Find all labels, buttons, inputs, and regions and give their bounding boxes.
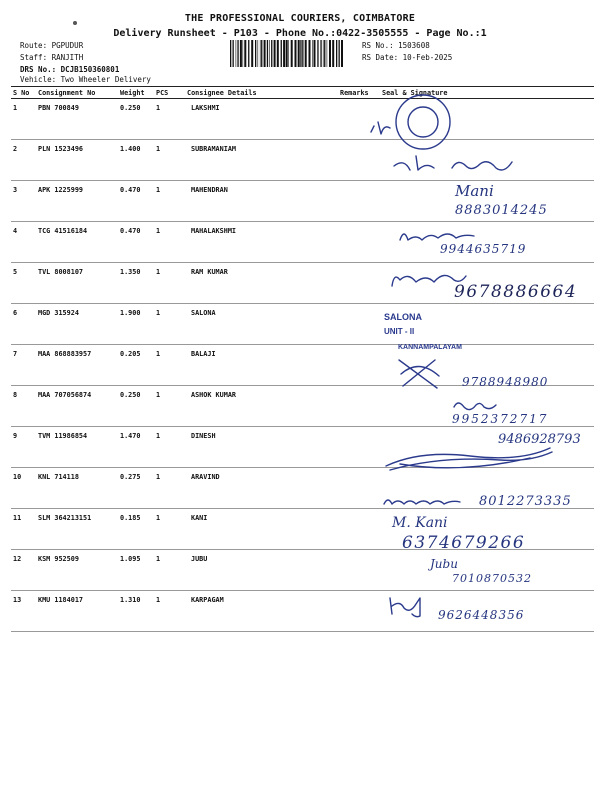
handwritten-name-row-12: Jubu xyxy=(430,557,458,571)
signature-row-2 xyxy=(392,148,527,180)
handwritten-name-row-11: M. Kani xyxy=(392,515,448,531)
cell-weight: 1.400 xyxy=(118,140,154,181)
cell-consignee: MAHALAKSHMI xyxy=(185,222,338,263)
cell-remarks xyxy=(338,263,380,304)
cell-cno: TVL 8008107 xyxy=(36,263,118,304)
cell-sno: 10 xyxy=(11,468,36,509)
cell-consignee: MAHENDRAN xyxy=(185,181,338,222)
stamp-unit-row-6: UNIT - II xyxy=(384,327,415,336)
cell-remarks xyxy=(338,140,380,181)
cell-pcs: 1 xyxy=(154,509,185,550)
signature-row-13 xyxy=(386,594,446,618)
runsheet-subtitle: Delivery Runsheet - P103 - Phone No.:0422-3505555 - Page No.:1 xyxy=(113,28,487,39)
vehicle-line: Vehicle: Two Wheeler Delivery xyxy=(20,75,151,84)
cell-remarks xyxy=(338,591,380,632)
cell-consignee: BALAJI xyxy=(185,345,338,386)
cell-weight: 1.350 xyxy=(118,263,154,304)
cell-sno: 5 xyxy=(11,263,36,304)
cell-pcs: 1 xyxy=(154,263,185,304)
cell-remarks xyxy=(338,550,380,591)
cell-pcs: 1 xyxy=(154,386,185,427)
cell-pcs: 1 xyxy=(154,345,185,386)
speck xyxy=(73,21,77,25)
cell-consignee: KARPAGAM xyxy=(185,591,338,632)
barcode xyxy=(230,40,345,67)
col-signature: Seal & Signature xyxy=(380,87,594,99)
cell-cno: APK 1225999 xyxy=(36,181,118,222)
cell-weight: 0.250 xyxy=(118,99,154,140)
cell-remarks xyxy=(338,509,380,550)
handwritten-phone-row-9: 9486928793 xyxy=(498,432,581,447)
cell-consignee: JUBU xyxy=(185,550,338,591)
col-consignment: Consignment No xyxy=(36,87,118,99)
handwritten-phone-row-11: 6374679266 xyxy=(402,533,526,553)
cell-consignee: KANI xyxy=(185,509,338,550)
handwritten-phone-row-8: 9952372717 xyxy=(452,412,549,426)
drs-label: DRS No.: xyxy=(20,65,61,74)
cell-sno: 11 xyxy=(11,509,36,550)
cell-weight: 0.470 xyxy=(118,222,154,263)
cell-cno: MAA 707056874 xyxy=(36,386,118,427)
handwritten-phone-row-4: 9944635719 xyxy=(440,242,527,256)
col-consignee: Consignee Details xyxy=(185,87,338,99)
cell-cno: SLM 364213151 xyxy=(36,509,118,550)
rs-date-value: 10-Feb-2025 xyxy=(402,53,453,62)
drs-value: DCJB150360801 xyxy=(60,65,120,74)
cell-sno: 6 xyxy=(11,304,36,345)
route-line xyxy=(20,41,83,50)
col-weight: Weight xyxy=(118,87,154,99)
col-pcs: PCS xyxy=(154,87,185,99)
cell-pcs: 1 xyxy=(154,99,185,140)
cell-remarks xyxy=(338,304,380,345)
cell-weight: 0.185 xyxy=(118,509,154,550)
cell-cno: MGD 315924 xyxy=(36,304,118,345)
handwritten-phone-row-10: 8012273335 xyxy=(479,494,572,509)
company-title: THE PROFESSIONAL COURIERS, COIMBATORE xyxy=(184,13,416,24)
cell-pcs: 1 xyxy=(154,140,185,181)
cell-cno: TVM 11986854 xyxy=(36,427,118,468)
cell-consignee: SUBRAMANIAM xyxy=(185,140,338,181)
cell-sig xyxy=(380,304,594,345)
signature-row-10 xyxy=(382,494,462,508)
cell-sno: 8 xyxy=(11,386,36,427)
cell-weight: 1.310 xyxy=(118,591,154,632)
cell-cno: KSM 952509 xyxy=(36,550,118,591)
cell-cno: KNL 714118 xyxy=(36,468,118,509)
cell-sno: 13 xyxy=(11,591,36,632)
cell-pcs: 1 xyxy=(154,591,185,632)
cell-pcs: 1 xyxy=(154,304,185,345)
cell-consignee: RAM KUMAR xyxy=(185,263,338,304)
cell-sno: 7 xyxy=(11,345,36,386)
cell-pcs: 1 xyxy=(154,427,185,468)
cell-cno: KMU 1184017 xyxy=(36,591,118,632)
cell-sno: 9 xyxy=(11,427,36,468)
cell-consignee: ASHOK KUMAR xyxy=(185,386,338,427)
cell-sno: 1 xyxy=(11,99,36,140)
cell-cno: PBN 700849 xyxy=(36,99,118,140)
signature-row-1 xyxy=(368,118,408,138)
cell-cno: MAA 868883957 xyxy=(36,345,118,386)
handwritten-phone-row-13: 9626448356 xyxy=(438,608,525,622)
rs-date-line xyxy=(362,53,452,62)
col-sno: S No xyxy=(11,87,36,99)
stamp-text-row-6: SALONA xyxy=(384,312,422,322)
cell-weight: 1.095 xyxy=(118,550,154,591)
cell-remarks xyxy=(338,222,380,263)
cell-cno: TCG 41516184 xyxy=(36,222,118,263)
cell-remarks xyxy=(338,468,380,509)
cell-pcs: 1 xyxy=(154,222,185,263)
cell-sno: 12 xyxy=(11,550,36,591)
staff-line xyxy=(20,53,83,62)
route-value: PGPUDUR xyxy=(51,41,84,50)
staff-label: Staff: xyxy=(20,53,52,62)
cell-remarks xyxy=(338,386,380,427)
rs-date-label: RS Date: xyxy=(362,53,403,62)
cell-sno: 2 xyxy=(11,140,36,181)
cell-pcs: 1 xyxy=(154,550,185,591)
cell-weight: 0.275 xyxy=(118,468,154,509)
cell-sno: 4 xyxy=(11,222,36,263)
stamp-text-row-7: KANNAMPALAYAM xyxy=(398,344,462,351)
staff-value: RANJITH xyxy=(51,53,84,62)
cell-weight: 1.900 xyxy=(118,304,154,345)
handwritten-phone-row-12: 7010870532 xyxy=(452,572,532,585)
rs-no-line xyxy=(362,41,430,50)
col-remarks: Remarks xyxy=(338,87,380,99)
cell-remarks xyxy=(338,345,380,386)
cell-cno: PLN 1523496 xyxy=(36,140,118,181)
cell-consignee: LAKSHMI xyxy=(185,99,338,140)
route-label: Route: xyxy=(20,41,52,50)
cell-remarks xyxy=(338,427,380,468)
cell-pcs: 1 xyxy=(154,181,185,222)
handwritten-phone-row-3: 8883014245 xyxy=(455,203,548,218)
drs-line xyxy=(20,65,119,74)
table-header-row xyxy=(11,87,594,99)
table-row xyxy=(11,304,594,345)
cell-weight: 0.250 xyxy=(118,386,154,427)
cell-weight: 0.470 xyxy=(118,181,154,222)
cell-remarks xyxy=(338,181,380,222)
cell-weight: 0.205 xyxy=(118,345,154,386)
cell-consignee: DINESH xyxy=(185,427,338,468)
cell-pcs: 1 xyxy=(154,468,185,509)
cell-sno: 3 xyxy=(11,181,36,222)
cell-consignee: ARAVIND xyxy=(185,468,338,509)
table-row xyxy=(11,99,594,140)
signature-row-7 xyxy=(395,354,445,394)
cell-weight: 1.470 xyxy=(118,427,154,468)
cell-consignee: SALONA xyxy=(185,304,338,345)
handwritten-phone-row-5: 9678886664 xyxy=(454,282,578,302)
handwritten-name-row-3: Mani xyxy=(455,182,494,200)
rs-no-label: RS No.: xyxy=(362,41,399,50)
handwritten-phone-row-7: 9788948980 xyxy=(462,375,549,389)
rs-no-value: 1503608 xyxy=(398,41,430,50)
